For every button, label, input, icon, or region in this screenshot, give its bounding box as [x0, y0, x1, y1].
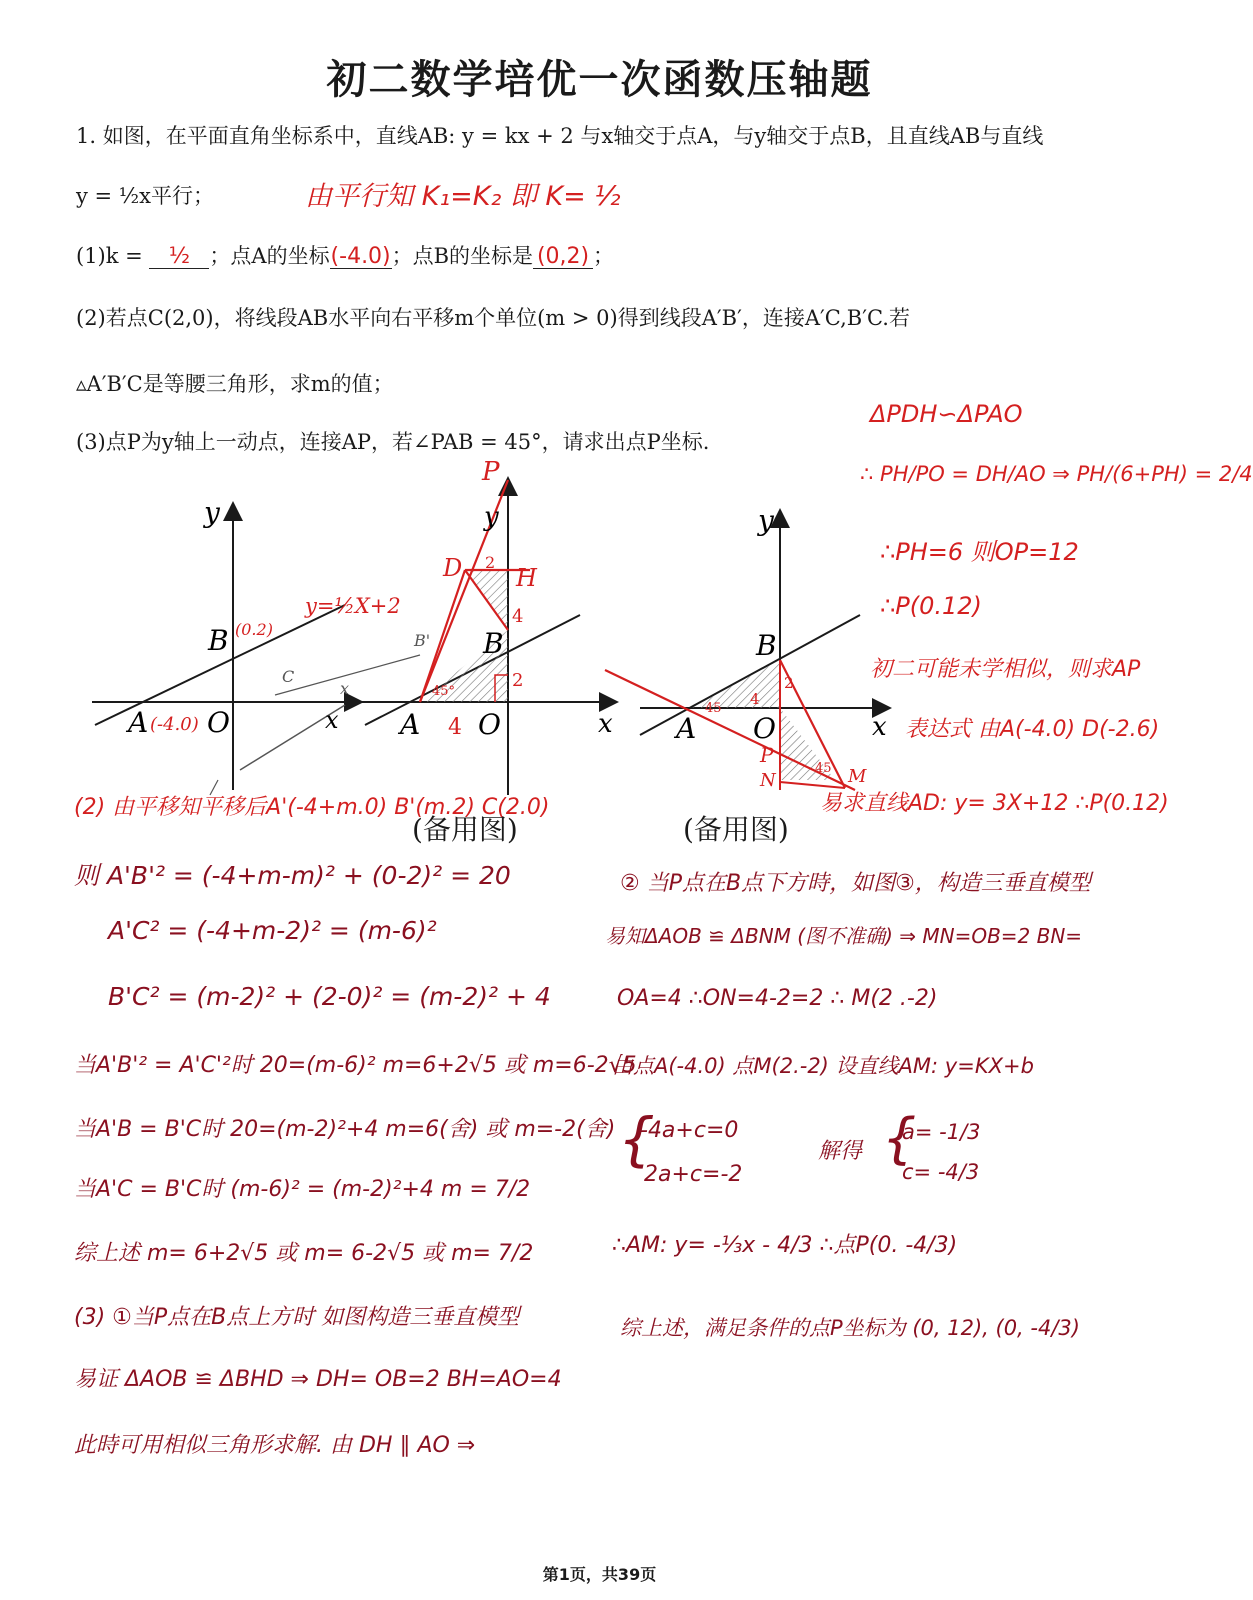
q1-mid2: ；点B的坐标是 — [391, 244, 534, 268]
fig1-a-coord: (-4.0) — [150, 714, 199, 735]
fig2-angle: 45° — [432, 684, 456, 699]
fig1-y-label: y — [204, 496, 220, 529]
q1-end: ； — [593, 244, 615, 268]
solution-left-1: (2) 由平移知平移后A'(-4+m.0) B'(m.2) C(2.0) — [74, 795, 550, 820]
fig3-line-nm — [780, 782, 845, 788]
solution-right-6: ∴AM: y= -⅓x - 4/3 ∴点P(0. -4/3) — [612, 1233, 958, 1258]
fig1-b-coord: (0.2) — [235, 620, 273, 639]
annotation-similar-6: 表达式 由A(-4.0) D(-2.6) — [905, 717, 1160, 742]
fig1-c-label: C — [282, 667, 295, 686]
fig2-seg-ob: 2 — [512, 670, 524, 691]
fig3-point-a: A — [676, 712, 697, 745]
page-title: 初二数学培优一次函数压轴题 — [326, 57, 873, 103]
q1-k-answer: ½ — [149, 246, 209, 269]
annotation-similar-3: ∴PH=6 则OP=12 — [880, 538, 1079, 566]
fig2-caption: (备用图) — [412, 813, 518, 846]
fig2-seg-bh: 4 — [512, 606, 524, 627]
annotation-similar-4: ∴P(0.12) — [880, 592, 982, 620]
figure-1 — [92, 496, 430, 795]
annotation-similar-7: 易求直线AD: y= 3X+12 ∴P(0.12) — [820, 791, 1169, 816]
system-sol-a: a= -1/3 — [902, 1120, 981, 1144]
fig2-point-d: D — [443, 554, 463, 582]
fig2-point-h: H — [516, 564, 537, 592]
annotation-similar-1: ΔPDH∽ΔPAO — [870, 400, 1023, 428]
annotation-similar-2: ∴ PH/PO = DH/AO ⇒ PH/(6+PH) = 2/4 — [860, 462, 1253, 486]
fig1-origin-label: O — [207, 706, 230, 739]
question-2-line-1: (2)若点C(2,0)，将线段AB水平向右平移m个单位(m > 0)得到线段A′B′，连接A′C,B′C.若 — [76, 306, 910, 330]
fig2-point-b: B — [483, 627, 504, 660]
system-eq-1: -4a+c=0 — [640, 1118, 739, 1143]
fig1-point-a: A — [128, 706, 149, 739]
annotation-parallel: 由平行知 K₁=K₂ 即 K= ½ — [305, 181, 621, 212]
solution-left-10: 易证 ΔAOB ≌ ΔBHD ⇒ DH= OB=2 BH=AO=4 — [74, 1367, 562, 1392]
fig3-angle-1: 45 — [705, 701, 722, 716]
fig2-seg-ao: 4 — [448, 715, 462, 740]
fig2-point-p: P — [482, 457, 500, 487]
solution-left-5: 当A'B'² = A'C'²时 20=(m-6)² m=6+2√5 或 m=6-2√5 — [74, 1053, 637, 1078]
fig3-x-label: x — [872, 712, 887, 742]
system-solve-label: 解得 — [818, 1139, 863, 1164]
fig1-x-mark: x — [340, 679, 350, 698]
fig2-seg-dh: 2 — [485, 553, 496, 572]
figure-3 — [605, 504, 888, 791]
q1-b-answer: (0,2) — [533, 246, 593, 269]
figure-2 — [360, 457, 615, 795]
fig3-caption: (备用图) — [683, 813, 789, 846]
problem-line-2: y = ½x平行； — [76, 184, 215, 208]
fig3-origin-label: O — [753, 712, 776, 745]
solution-right-7: 综上述，满足条件的点P坐标为 (0, 12), (0, -4/3) — [620, 1316, 1080, 1340]
solution-left-9: (3) ①当P点在B点上方时 如图构造三垂直模型 — [74, 1305, 520, 1330]
fig3-point-m: M — [848, 766, 867, 787]
problem-line-1: 1. 如图，在平面直角坐标系中，直线AB: y = kx + 2 与x轴交于点A，与y轴交于点B，且直线AB与直线 — [76, 124, 1044, 148]
system-brace-left: { — [618, 1105, 655, 1173]
fig3-seg-4: 4 — [750, 690, 760, 708]
q1-mid1: ；点A的坐标 — [209, 244, 330, 268]
fig3-point-b: B — [756, 629, 777, 662]
solution-left-2: 则 A'B'² = (-4+m-m)² + (0-2)² = 20 — [74, 861, 511, 890]
fig3-line-ab — [640, 615, 860, 735]
fig2-point-a: A — [400, 708, 421, 741]
fig1-line-label: y=½X+2 — [305, 594, 401, 618]
fig1-b-prime: B' — [414, 631, 431, 650]
page-footer: 第1页，共39页 — [542, 1565, 657, 1584]
question-2-line-2: ▵A′B′C是等腰三角形，求m的值； — [76, 372, 394, 396]
solution-right-1: ② 当P点在B点下方時，如图③，构造三垂直模型 — [620, 871, 1091, 896]
solution-left-6: 当A'B = B'C时 20=(m-2)²+4 m=6(舍) 或 m=-2(舍) — [74, 1117, 616, 1142]
annotation-similar-5: 初二可能未学相似，则求AP — [870, 657, 1141, 682]
fig3-seg-2: 2 — [784, 674, 794, 692]
solution-right-4: 由点A(-4.0) 点M(2.-2) 设直线AM: y=KX+b — [612, 1054, 1034, 1078]
system-eq-2: 2a+c=-2 — [644, 1162, 743, 1187]
solution-left-4: B'C² = (m-2)² + (2-0)² = (m-2)² + 4 — [108, 982, 551, 1011]
fig3-angle-2: 45 — [815, 761, 832, 776]
fig2-y-label: y — [484, 502, 499, 532]
fig2-x-label: x — [598, 709, 613, 739]
solution-left-7: 当A'C = B'C时 (m-6)² = (m-2)²+4 m = 7/2 — [74, 1177, 531, 1202]
solution-right-3: OA=4 ∴ON=4-2=2 ∴ M(2 .-2) — [617, 986, 938, 1011]
fig3-point-p: P — [760, 743, 774, 767]
fig1-x-label: x — [325, 706, 339, 734]
question-1 — [76, 240, 614, 270]
fig3-y-label: y — [758, 504, 774, 537]
q1-a-answer: (-4.0) — [330, 244, 391, 269]
system-sol-c: c= -4/3 — [902, 1160, 980, 1184]
fig2-origin-label: O — [478, 708, 501, 741]
fig1-point-b: B — [208, 624, 229, 657]
q1-prefix: (1)k = — [76, 244, 150, 268]
solution-left-11: 此時可用相似三角形求解. 由 DH ∥ AO ⇒ — [74, 1433, 476, 1458]
solution-left-8: 综上述 m= 6+2√5 或 m= 6-2√5 或 m= 7/2 — [74, 1241, 534, 1266]
fig3-point-n: N — [760, 770, 776, 791]
solution-left-3: A'C² = (-4+m-2)² = (m-6)² — [108, 916, 437, 945]
system-brace-right: { — [882, 1107, 917, 1170]
solution-right-2: 易知ΔAOB ≌ ΔBNM (图不准确) ⇒ MN=OB=2 BN= — [605, 924, 1083, 948]
question-3: (3)点P为y轴上一动点，连接AP，若∠PAB = 45°，请求出点P坐标. — [76, 430, 710, 454]
